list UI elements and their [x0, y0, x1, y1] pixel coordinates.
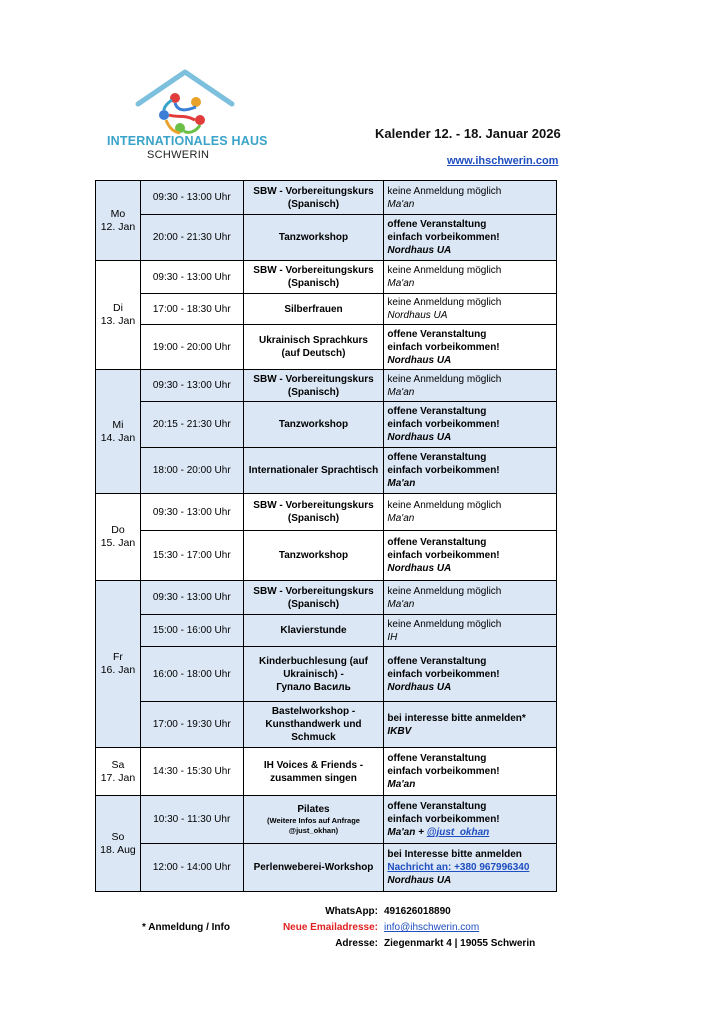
event-cell: Ukrainisch Sprachkurs (auf Deutsch) [243, 325, 384, 370]
time-cell: 16:00 - 18:00 Uhr [140, 647, 243, 702]
time-cell: 17:00 - 19:30 Uhr [140, 702, 243, 748]
org-title: INTERNATIONALES HAUS [107, 134, 268, 148]
info-cell: keine Anmeldung möglich Nordhaus UA [384, 294, 557, 325]
table-row [96, 294, 557, 325]
event-cell: SBW - Vorbereitungskurs (Spanisch) [243, 494, 384, 531]
info-cell: offene Veranstaltung einfach vorbeikommen! Nordhaus UA [384, 531, 557, 581]
day-cell-di: Di 13. Jan [96, 261, 141, 370]
event-cell: SBW - Vorbereitungskurs (Spanisch) [243, 581, 384, 615]
time-cell: 17:00 - 18:30 Uhr [140, 294, 243, 325]
schedule-table [95, 180, 557, 892]
email-label: Neue Emailadresse: [282, 922, 378, 933]
website-link[interactable]: www.ihschwerin.com [447, 155, 559, 167]
table-row [96, 647, 557, 702]
table-row [96, 448, 557, 494]
event-cell: Klavierstunde [243, 615, 384, 647]
event-cell: Tanzworkshop [243, 215, 384, 261]
table-row [96, 370, 557, 402]
table-row [96, 615, 557, 647]
info-cell: keine Anmeldung möglich Ma'an [384, 494, 557, 531]
table-row [96, 181, 557, 215]
event-cell: Tanzworkshop [243, 402, 384, 448]
info-cell: offene Veranstaltung einfach vorbeikommen! Nordhaus UA [384, 647, 557, 702]
day-cell-mi: Mi 14. Jan [96, 370, 141, 494]
event-cell: Internationaler Sprachtisch [243, 448, 384, 494]
time-cell: 15:30 - 17:00 Uhr [140, 531, 243, 581]
event-cell: Pilates (Weitere Infos auf Anfrage @just_okhan) [243, 796, 384, 844]
footnote: * Anmeldung / Info [142, 922, 230, 933]
table-row [96, 748, 557, 796]
event-cell: SBW - Vorbereitungskurs (Spanisch) [243, 370, 384, 402]
day-cell-sa: Sa 17. Jan [96, 748, 141, 796]
info-cell: offene Veranstaltung einfach vorbeikommen! Ma'an [384, 448, 557, 494]
table-row [96, 215, 557, 261]
event-cell: Bastelworkshop - Kunsthandwerk und Schmuck [243, 702, 384, 748]
time-cell: 09:30 - 13:00 Uhr [140, 494, 243, 531]
address-label: Adresse: [335, 938, 378, 949]
info-cell: keine Anmeldung möglich Ma'an [384, 370, 557, 402]
event-cell: IH Voices & Friends - zusammen singen [243, 748, 384, 796]
whatsapp-value: 491626018890 [384, 906, 451, 917]
info-cell: offene Veranstaltung einfach vorbeikommen! Ma'an + @just_okhan [384, 796, 557, 844]
event-cell: Silberfrauen [243, 294, 384, 325]
time-cell: 09:30 - 13:00 Uhr [140, 261, 243, 294]
info-cell: offene Veranstaltung einfach vorbeikommen! Nordhaus UA [384, 402, 557, 448]
org-city: SCHWERIN [147, 149, 210, 161]
event-cell: Perlenweberei-Workshop [243, 844, 384, 892]
whatsapp-label: WhatsApp: [325, 906, 378, 917]
day-cell-fr: Fr 16. Jan [96, 581, 141, 748]
info-cell: keine Anmeldung möglich Ma'an [384, 581, 557, 615]
info-cell: offene Veranstaltung einfach vorbeikommen! Nordhaus UA [384, 215, 557, 261]
time-cell: 09:30 - 13:00 Uhr [140, 181, 243, 215]
time-cell: 09:30 - 13:00 Uhr [140, 581, 243, 615]
table-row [96, 261, 557, 294]
time-cell: 15:00 - 16:00 Uhr [140, 615, 243, 647]
table-row [96, 844, 557, 892]
time-cell: 18:00 - 20:00 Uhr [140, 448, 243, 494]
day-cell-so: So 18. Aug [96, 796, 141, 892]
info-cell: bei interesse bitte anmelden* IKBV [384, 702, 557, 748]
event-cell: SBW - Vorbereitungskurs (Spanisch) [243, 181, 384, 215]
table-row [96, 702, 557, 748]
table-row [96, 531, 557, 581]
time-cell: 12:00 - 14:00 Uhr [140, 844, 243, 892]
event-cell: Tanzworkshop [243, 531, 384, 581]
info-cell: offene Veranstaltung einfach vorbeikommen! Ma'an [384, 748, 557, 796]
email-link[interactable]: info@ihschwerin.com [384, 922, 480, 933]
instagram-link[interactable]: @just_okhan [426, 827, 490, 838]
calendar-title: Kalender 12. - 18. Januar 2026 [375, 126, 561, 141]
time-cell: 20:00 - 21:30 Uhr [140, 215, 243, 261]
info-cell: offene Veranstaltung einfach vorbeikommen! Nordhaus UA [384, 325, 557, 370]
day-cell-do: Do 15. Jan [96, 494, 141, 581]
event-cell: Kinderbuchlesung (auf Ukrainisch) - Гупало Василь [243, 647, 384, 702]
info-cell: bei Interesse bitte anmelden Nachricht an: +380 967996340 Nordhaus UA [384, 844, 557, 892]
info-cell: keine Anmeldung möglich Ma'an [384, 181, 557, 215]
time-cell: 10:30 - 11:30 Uhr [140, 796, 243, 844]
time-cell: 09:30 - 13:00 Uhr [140, 370, 243, 402]
event-cell: SBW - Vorbereitungskurs (Spanisch) [243, 261, 384, 294]
table-row [96, 796, 557, 844]
table-row [96, 494, 557, 531]
day-cell-mo: Mo 12. Jan [96, 181, 141, 261]
time-cell: 14:30 - 15:30 Uhr [140, 748, 243, 796]
table-row [96, 402, 557, 448]
table-row [96, 325, 557, 370]
time-cell: 20:15 - 21:30 Uhr [140, 402, 243, 448]
address-value: Ziegenmarkt 4 | 19055 Schwerin [384, 938, 536, 949]
time-cell: 19:00 - 20:00 Uhr [140, 325, 243, 370]
info-cell: keine Anmeldung möglich Ma'an [384, 261, 557, 294]
table-row [96, 581, 557, 615]
phone-link[interactable]: Nachricht an: +380 967996340 [387, 862, 530, 873]
info-cell: keine Anmeldung möglich IH [384, 615, 557, 647]
